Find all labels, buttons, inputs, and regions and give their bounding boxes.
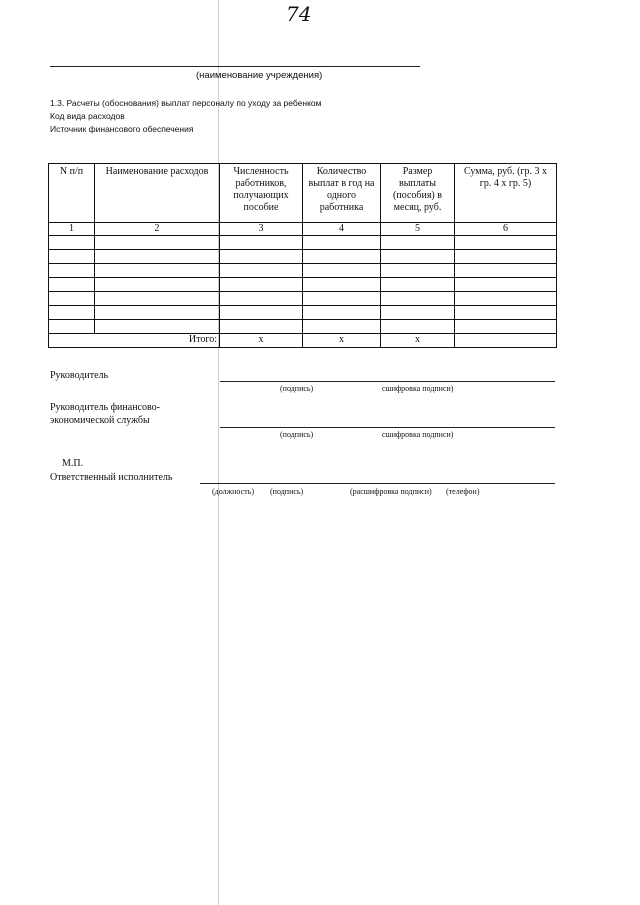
stamp-label: М.П. (62, 458, 84, 469)
finance-caption-sign: (подпись) (280, 430, 314, 439)
expense-code-label: Код вида расходов (50, 111, 125, 121)
table-cell (381, 292, 455, 306)
table-cell (381, 264, 455, 278)
institution-line (50, 66, 420, 67)
institution-caption: (наименование учреждения) (196, 70, 323, 81)
table-cell (303, 264, 381, 278)
header-cell: Сумма, руб. (гр. 3 x гр. 4 x гр. 5) (455, 164, 557, 223)
total-cell: x (381, 334, 455, 348)
table-cell (49, 306, 95, 320)
table-cell (303, 292, 381, 306)
table-cell (381, 306, 455, 320)
column-number: 1 (49, 223, 95, 236)
column-number: 6 (455, 223, 557, 236)
executor-caption-decode: (расшифровка подписи) (350, 487, 432, 496)
table-row (49, 306, 557, 320)
table-cell (95, 306, 220, 320)
table-cell (49, 264, 95, 278)
table-cell (220, 250, 303, 264)
head-signature-line[interactable] (220, 381, 555, 382)
table-cell (220, 292, 303, 306)
table-cell (455, 292, 557, 306)
header-cell: N п/п (49, 164, 95, 223)
table-cell (220, 320, 303, 334)
head-caption-decode: сшифровка подписи) (382, 384, 454, 393)
table-cell (49, 278, 95, 292)
column-number: 5 (381, 223, 455, 236)
table-cell (455, 278, 557, 292)
total-cell: x (220, 334, 303, 348)
table-cell (220, 278, 303, 292)
table-cell (95, 250, 220, 264)
column-number-row (49, 223, 557, 236)
table-row (49, 292, 557, 306)
table-cell (95, 278, 220, 292)
column-number: 2 (95, 223, 220, 236)
table-cell (381, 236, 455, 250)
table-cell (49, 236, 95, 250)
column-number: 3 (220, 223, 303, 236)
table-header-row (49, 164, 557, 223)
total-label: Итого: (49, 334, 220, 348)
section-title: 1.3. Расчеты (обоснования) выплат персоналу по уходу за ребенком (50, 98, 322, 108)
table-row (49, 264, 557, 278)
header-cell: Наименование расходов (95, 164, 220, 223)
table-cell (49, 250, 95, 264)
payments-table (48, 163, 557, 348)
table-cell (49, 320, 95, 334)
finance-caption-decode: сшифровка подписи) (382, 430, 454, 439)
table-cell (455, 250, 557, 264)
executor-label: Ответственный исполнитель (50, 472, 173, 483)
scan-fold-line (218, 0, 219, 905)
table-cell (303, 320, 381, 334)
finance-signature-line[interactable] (220, 427, 555, 428)
table-cell (95, 264, 220, 278)
table-cell (95, 320, 220, 334)
table-cell (220, 264, 303, 278)
table-row (49, 236, 557, 250)
table-cell (49, 292, 95, 306)
table-cell (303, 306, 381, 320)
table-cell (220, 236, 303, 250)
table-cell (303, 250, 381, 264)
table-cell (381, 320, 455, 334)
funding-source-label: Источник финансового обеспечения (50, 124, 194, 134)
header-cell: Размер выплаты (пособия) в месяц, руб. (381, 164, 455, 223)
table-row (49, 320, 557, 334)
finance-label-line2: экономической службы (50, 415, 150, 426)
table-cell (455, 264, 557, 278)
total-row (49, 334, 557, 348)
head-label: Руководитель (50, 370, 109, 381)
table-cell (303, 236, 381, 250)
table-cell (381, 278, 455, 292)
executor-caption-position: (должность) (212, 487, 254, 496)
table-cell (303, 278, 381, 292)
total-cell (455, 334, 557, 348)
page-number: 74 (286, 2, 312, 26)
table-cell (220, 306, 303, 320)
executor-caption-phone: (телефон) (446, 487, 480, 496)
table-cell (455, 236, 557, 250)
head-caption-sign: (подпись) (280, 384, 314, 393)
table-cell (455, 320, 557, 334)
table-cell (95, 292, 220, 306)
table-row (49, 250, 557, 264)
finance-label-line1: Руководитель финансово- (50, 402, 160, 413)
table-cell (455, 306, 557, 320)
table-row (49, 278, 557, 292)
header-cell: Численность работников, получающих пособие (220, 164, 303, 223)
table-cell (95, 236, 220, 250)
header-cell: Количество выплат в год на одного работника (303, 164, 381, 223)
table-cell (381, 250, 455, 264)
executor-signature-line[interactable] (200, 483, 555, 484)
column-number: 4 (303, 223, 381, 236)
executor-caption-sign: (подпись) (270, 487, 304, 496)
total-cell: x (303, 334, 381, 348)
